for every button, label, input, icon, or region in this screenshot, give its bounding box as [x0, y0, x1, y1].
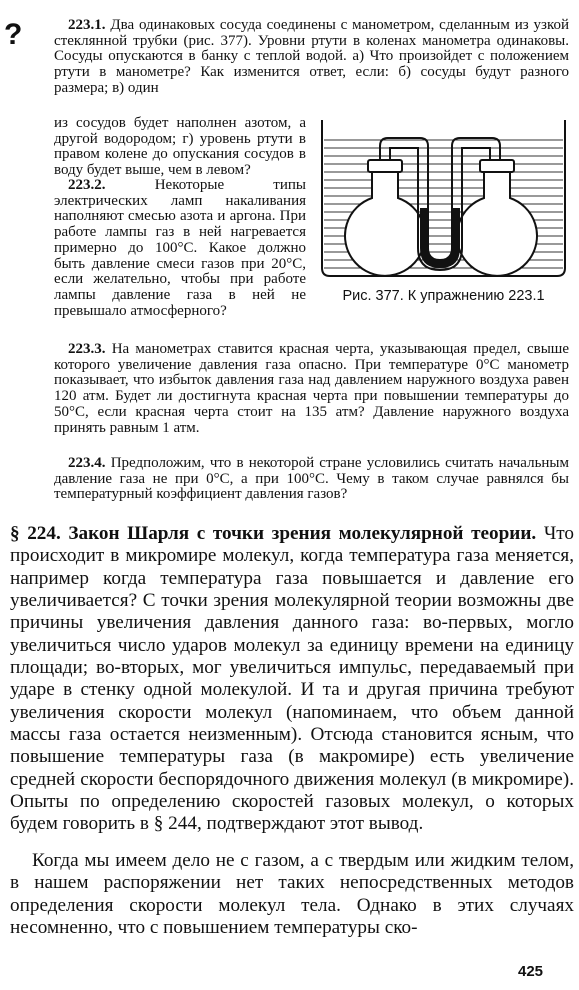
exercise-number: 223.3. [68, 341, 106, 357]
exercise-text: На манометрах ставится красная черта, указывающая предел, свыше которого увеличение давления газа опасно. При температуре 0°С манометр показывает, что избыток давления газа над давлением наружного воздуха равен 120 атм. Будет ли достигнута красная черта при повышении температуры до 50°С, если красная черта стоит на 135 атм? Давление наружного воздуха принять равным 1 атм. [54, 341, 569, 436]
exercise-223-2 [54, 178, 306, 319]
exercise-text: из сосудов будет наполнен азотом, а другой водородом; г) уровень ртути в правом колене до опускания сосудов в воду будет выше, чем в левом? [54, 115, 306, 179]
exercise-223-4 [54, 456, 569, 503]
exercise-223-1-part-a [54, 18, 569, 97]
page-number: 425 [518, 963, 544, 980]
exercise-223-1-part-b [54, 116, 306, 179]
figure-377 [316, 108, 571, 308]
exercise-number: 223.1. [68, 17, 106, 33]
margin-question-mark: ? [4, 18, 23, 51]
left-stopper [368, 160, 402, 172]
exercise-text: Некоторые типы электрических ламп накаливания наполняют смесью азота и аргона. При работе лампы газ в ней нагревается примерно до 100°С. Какое должно быть давление смеси газов при 20°С, если желательно, чтобы при работе лампы давление газа в ней не превышало атмосферного? [54, 177, 306, 319]
exercise-number: 223.2. [68, 177, 106, 193]
right-flask [457, 168, 537, 276]
exercise-text: Предположим, что в некоторой стране условились считать начальным давление газа не при 0°С, а при 100°С. Чему в таком случае равнялся бы температурный коэффициент давления газов? [54, 455, 570, 503]
left-flask [345, 168, 425, 276]
section-heading: § 224. Закон Шарля с точки зрения молекулярной теории. [10, 523, 537, 544]
exercise-223-3 [54, 342, 569, 436]
exercise-number: 223.4. [68, 455, 106, 471]
figure-caption: Рис. 377. К упражнению 223.1 [342, 288, 545, 304]
section-paragraph-1: Что происходит в микромире молекул, когда температура газа меняется, например когда температура газа повышается и давление его увеличивается? С точки зрения молекулярной теории возможны две причины увеличения давления данного газа: во-первых, могло увеличиться число ударов молекул за единицу времени на единицу площади; во-вторых, мог увеличиться импульс, передаваемый при ударе в стенку одной молекулой. И та и другая причина требуют увеличения скорости молекул (напоминаем, что объем данной массы газа остается неизменным). Отсюда становится ясным, что повышение температуры газа (в макромире) есть увеличение средней скорости беспорядочного движения молекул (в микромире). Опыты по определению скоростей газовых молекул, о которых будем говорить в § 244, подтверждают этот вывод. [10, 523, 575, 835]
section-paragraph-2: Когда мы имеем дело не с газом, а с твердым или жидким телом, в нашем распоряжении нет таких непосредственных методов определения скорости молекул тела. Однако в этих случаях несомненно, что с повышением температуры ско- [10, 850, 574, 939]
manometer-flasks-illustration [316, 108, 571, 283]
right-stopper [480, 160, 514, 172]
exercise-text: Два одинаковых сосуда соединены с манометром, сделанным из узкой стеклянной трубки (рис. 377). Уровни ртути в коленах манометра одинаковы. Сосуды опускаются в банку с теплой водой. а) Что произойдет с положением ртути в манометре? Как изменится ответ, если: б) сосуды будут разного размера; в) один [54, 17, 569, 96]
section-224 [10, 523, 574, 836]
